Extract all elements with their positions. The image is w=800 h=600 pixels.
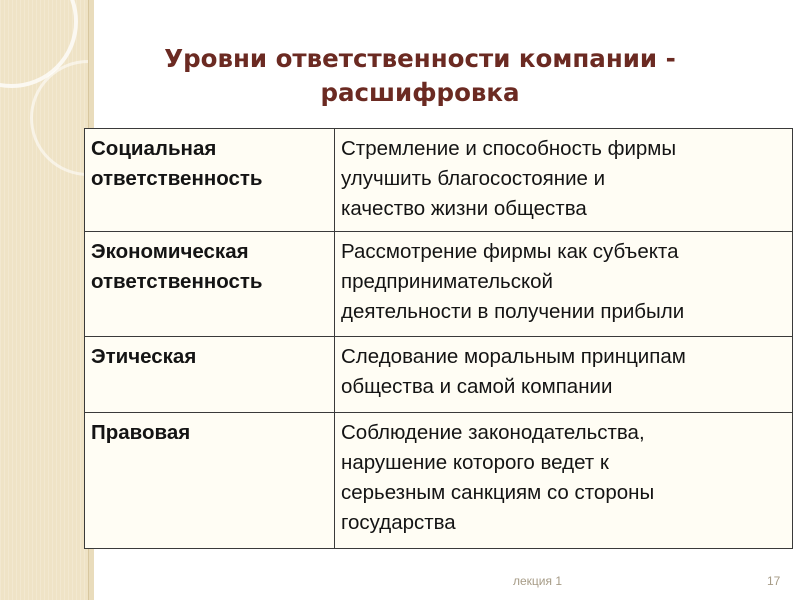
description-line: Следование моральным принципам bbox=[341, 345, 686, 368]
slide-title-line-1: Уровни ответственности компании - bbox=[164, 44, 676, 73]
description-line: предпринимательской bbox=[341, 270, 554, 293]
description-cell bbox=[335, 413, 793, 549]
decorative-side-band bbox=[0, 0, 88, 600]
term-text: Правовая bbox=[91, 421, 191, 444]
description-line: Соблюдение законодательства, bbox=[341, 421, 645, 444]
footer-text: лекция 1 bbox=[513, 574, 563, 588]
description-cell bbox=[335, 129, 793, 232]
slide-title bbox=[100, 42, 740, 110]
term-text: Социальная bbox=[91, 137, 217, 160]
description-line: общества и самой компании bbox=[341, 375, 613, 398]
term-text: Этическая bbox=[91, 345, 197, 368]
term-cell bbox=[85, 413, 335, 549]
term-cell bbox=[85, 129, 335, 232]
description-line: деятельности в получении прибыли bbox=[341, 300, 685, 323]
description-line: государства bbox=[341, 511, 456, 534]
term-text: ответственность bbox=[91, 167, 263, 190]
description-line: Стремление и способность фирмы bbox=[341, 137, 677, 160]
term-text: ответственность bbox=[91, 270, 263, 293]
table-row bbox=[85, 232, 793, 337]
description-cell bbox=[335, 232, 793, 337]
term-cell bbox=[85, 337, 335, 413]
slide-title-line-2: расшифровка bbox=[320, 78, 520, 107]
description-line: нарушение которого ведет к bbox=[341, 451, 609, 474]
description-line: улучшить благосостояние и bbox=[341, 167, 606, 190]
description-line: качество жизни общества bbox=[341, 197, 587, 220]
term-text: Экономическая bbox=[91, 240, 249, 263]
table-row bbox=[85, 337, 793, 413]
responsibility-table bbox=[84, 128, 793, 549]
description-cell bbox=[335, 337, 793, 413]
table-row bbox=[85, 129, 793, 232]
page-number: 17 bbox=[767, 574, 781, 588]
table-row bbox=[85, 413, 793, 549]
term-cell bbox=[85, 232, 335, 337]
description-line: серьезным санкциям со стороны bbox=[341, 481, 655, 504]
description-line: Рассмотрение фирмы как субъекта bbox=[341, 240, 679, 263]
